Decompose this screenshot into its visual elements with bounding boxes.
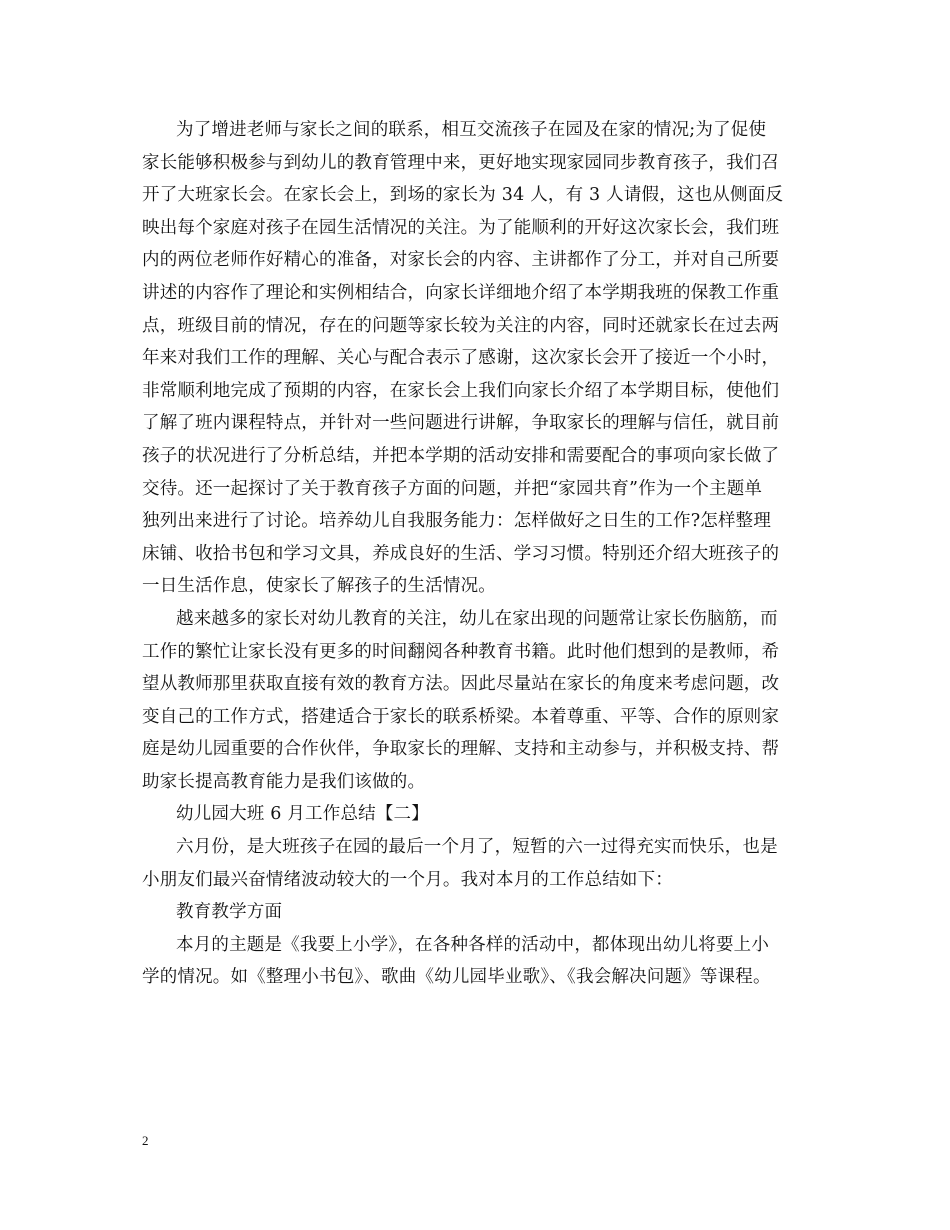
paragraph-1-line-7: 点，班级目前的情况，存在的问题等家长较为关注的内容，同时还就家长在过去两: [142, 315, 780, 336]
paragraph-2-line-6: 助家长提高教育能力是我们该做的。: [142, 771, 426, 792]
paragraph-1-line-8: 年来对我们工作的理解、关心与配合表示了感谢，这次家长会开了接近一个小时，: [142, 348, 780, 369]
paragraph-2-line-4: 变自己的工作方式，搭建适合于家长的联系桥梁。本着尊重、平等、合作的原则家: [142, 706, 780, 727]
page-number: 2: [142, 1133, 149, 1148]
paragraph-1-line-13: 独列出来进行了讨论。培养幼儿自我服务能力：怎样做好之日生的工作?怎样整理: [142, 511, 772, 532]
paragraph-1-line-1: 为了增进老师与家长之间的联系，相互交流孩子在园及在家的情况;为了促使: [176, 120, 767, 140]
paragraph-2-line-1: 越来越多的家长对幼儿教育的关注，幼儿在家出现的问题常让家长伤脑筋，而: [176, 608, 778, 629]
paragraph-1-line-9: 非常顺利地完成了预期的内容，在家长会上我们向家长介绍了本学期目标，使他们: [142, 380, 780, 401]
paragraph-4-line-1: 本月的主题是《我要上小学》，在各种各样的活动中，都体现出幼儿将要上小: [176, 934, 770, 955]
paragraph-1-line-15: 一日生活作息，使家长了解孩子的生活情况。: [142, 576, 496, 597]
paragraph-2-line-2: 工作的繁忙让家长没有更多的时间翻阅各种教育书籍。此时他们想到的是教师，希: [142, 641, 780, 662]
paragraph-2-line-5: 庭是幼儿园重要的合作伙伴，争取家长的理解、支持和主动参与，并积极支持、帮: [142, 739, 780, 760]
subheading-teaching: 教育教学方面: [176, 902, 283, 923]
document-body: [142, 114, 818, 994]
paragraph-1-line-6: 讲述的内容作了理论和实例相结合，向家长详细地介绍了本学期我班的保教工作重: [142, 282, 780, 303]
paragraph-3-line-2: 小朋友们最兴奋情绪波动较大的一个月。我对本月的工作总结如下：: [142, 869, 673, 890]
paragraph-1-line-2: 家长能够积极参与到幼儿的教育管理中来，更好地实现家园同步教育孩子，我们召: [142, 152, 780, 173]
paragraph-4-line-2: 学的情况。如《整理小书包》、歌曲《幼儿园毕业歌》、《我会解决问题》等课程。: [142, 967, 771, 988]
paragraph-1-line-4: 映出每个家庭对孩子在园生活情况的关注。为了能顺利的开好这次家长会，我们班: [142, 217, 780, 238]
paragraph-1-line-11: 孩子的状况进行了分析总结，并把本学期的活动安排和需要配合的事项向家长做了: [142, 445, 780, 466]
paragraph-1-line-10: 了解了班内课程特点，并针对一些问题进行讲解，争取家长的理解与信任，就目前: [142, 413, 780, 434]
paragraph-3-line-1: 六月份，是大班孩子在园的最后一个月了，短暂的六一过得充实而快乐，也是: [176, 837, 778, 858]
section-heading: 幼儿园大班 6 月工作总结【二】: [176, 804, 429, 825]
paragraph-2-line-3: 望从教师那里获取直接有效的教育方法。因此尽量站在家长的角度来考虑问题，改: [142, 674, 780, 695]
paragraph-1-line-5: 内的两位老师作好精心的准备，对家长会的内容、主讲都作了分工，并对自己所要: [142, 250, 780, 271]
paragraph-1-line-12: 交待。还一起探讨了关于教育孩子方面的问题，并把“家园共育”作为一个主题单: [142, 478, 763, 499]
paragraph-1-line-14: 床铺、收拾书包和学习文具，养成良好的生活、学习习惯。特别还介绍大班孩子的: [142, 543, 780, 564]
paragraph-1-line-3: 开了大班家长会。在家长会上，到场的家长为 34 人，有 3 人请假，这也从侧面反: [142, 185, 784, 206]
